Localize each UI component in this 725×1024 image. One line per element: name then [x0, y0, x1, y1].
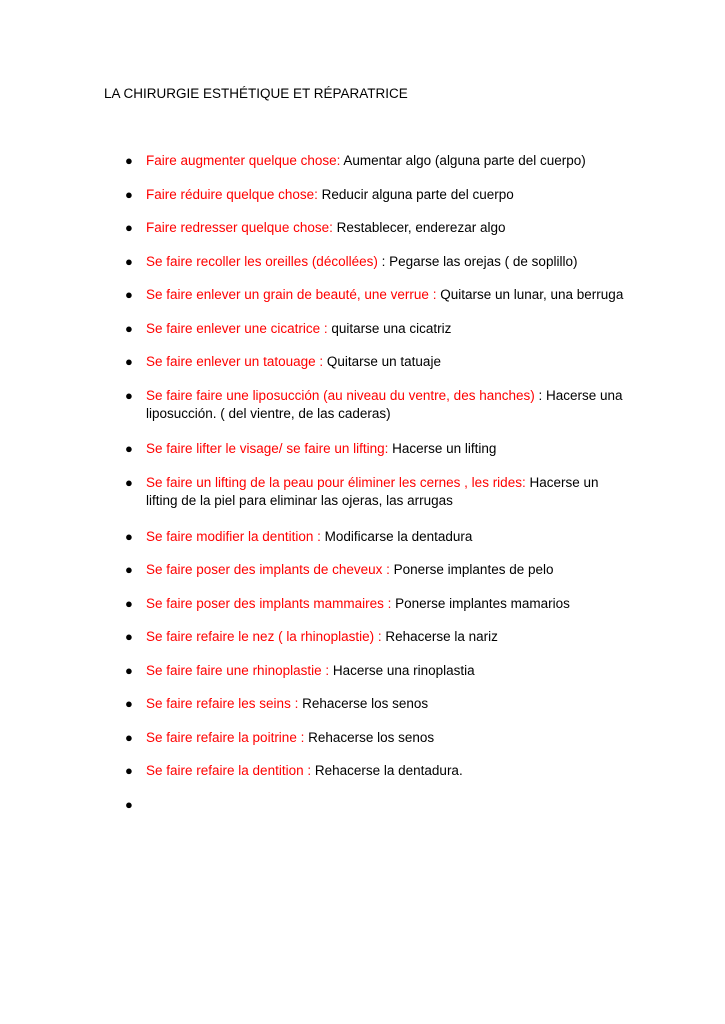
french-term: Se faire poser des implants de cheveux : [146, 562, 390, 577]
entry-text [146, 528, 626, 546]
bullet-icon: ● [125, 475, 133, 490]
spanish-translation: Restablecer, enderezar algo [332, 220, 506, 235]
entry-text [146, 762, 626, 780]
spanish-translation: Aumentar algo (alguna parte del cuerpo) [340, 153, 586, 168]
entry-text [146, 561, 626, 579]
bullet-icon: ● [125, 321, 133, 336]
entry-text [146, 628, 626, 646]
bullet-icon: ● [125, 388, 133, 403]
bullet-icon: ● [125, 254, 133, 269]
spanish-translation: quitarse una cicatriz [327, 321, 452, 336]
french-term: Faire réduire quelque chose: [146, 187, 318, 202]
french-term: Se faire poser des implants mammaires : [146, 596, 392, 611]
bullet-icon: ● [125, 562, 133, 577]
spanish-translation: Reducir alguna parte del cuerpo [317, 187, 514, 202]
entry-text [146, 152, 626, 170]
spanish-translation: : Pegarse las orejas ( de soplillo) [377, 254, 578, 269]
french-term: Se faire refaire la dentition : [146, 763, 312, 778]
bullet-icon: ● [125, 730, 133, 745]
entry-text [146, 474, 626, 510]
spanish-translation: Ponerse implantes mamarios [391, 596, 570, 611]
bullet-icon: ● [125, 354, 133, 369]
spanish-translation: : Hacerse una liposucción. ( del vientre, de las caderas) [146, 388, 623, 421]
bullet-icon: ● [125, 187, 133, 202]
spanish-translation: Rehacerse los senos [304, 730, 435, 745]
spanish-translation: Hacerse un lifting [388, 441, 497, 456]
bullet-icon: ● [125, 220, 133, 235]
document-title: LA CHIRURGIE ESTHÉTIQUE ET RÉPARATRICE [104, 86, 408, 101]
french-term: Se faire refaire les seins : [146, 696, 299, 711]
spanish-translation: Quitarse un tatuaje [323, 354, 441, 369]
spanish-translation: Rehacerse la nariz [381, 629, 498, 644]
french-term: Se faire refaire le nez ( la rhinoplastie) : [146, 629, 382, 644]
french-term: Se faire modifier la dentition : [146, 529, 321, 544]
french-term: Se faire un lifting de la peau pour éliminer les cernes , les rides: [146, 475, 526, 490]
french-term: Se faire recoller les oreilles (décollées) [146, 254, 378, 269]
entry-text [146, 695, 626, 713]
bullet-icon: ● [125, 797, 133, 812]
bullet-icon: ● [125, 763, 133, 778]
entry-text [146, 219, 626, 237]
bullet-icon: ● [125, 441, 133, 456]
entry-text [146, 253, 626, 271]
entry-text [146, 186, 626, 204]
bullet-icon: ● [125, 696, 133, 711]
bullet-icon: ● [125, 596, 133, 611]
french-term: Se faire refaire la poitrine : [146, 730, 305, 745]
french-term: Se faire enlever un tatouage : [146, 354, 324, 369]
entry-text [146, 440, 626, 458]
spanish-translation: Hacerse un lifting de la piel para eliminar las ojeras, las arrugas [146, 475, 599, 508]
french-term: Faire augmenter quelque chose: [146, 153, 341, 168]
spanish-translation: Modificarse la dentadura [320, 529, 473, 544]
spanish-translation: Rehacerse la dentadura. [311, 763, 463, 778]
bullet-icon: ● [125, 529, 133, 544]
french-term: Se faire enlever un grain de beauté, une verrue : [146, 287, 437, 302]
spanish-translation: Quitarse un lunar, una berruga [436, 287, 624, 302]
entry-text [146, 320, 626, 338]
entry-text [146, 286, 626, 304]
french-term: Se faire lifter le visage/ se faire un lifting: [146, 441, 389, 456]
spanish-translation: Ponerse implantes de pelo [389, 562, 554, 577]
french-term: Faire redresser quelque chose: [146, 220, 333, 235]
bullet-icon: ● [125, 663, 133, 678]
entry-text [146, 387, 626, 423]
entry-text [146, 595, 626, 613]
french-term: Se faire enlever une cicatrice : [146, 321, 328, 336]
spanish-translation: Hacerse una rinoplastia [329, 663, 475, 678]
bullet-icon: ● [125, 287, 133, 302]
french-term: Se faire faire une liposucción (au niveau du ventre, des hanches) [146, 388, 535, 403]
bullet-icon: ● [125, 153, 133, 168]
entry-text [146, 662, 626, 680]
entry-text [146, 353, 626, 371]
french-term: Se faire faire une rhinoplastie : [146, 663, 330, 678]
bullet-icon: ● [125, 629, 133, 644]
entry-text [146, 729, 626, 747]
spanish-translation: Rehacerse los senos [298, 696, 429, 711]
